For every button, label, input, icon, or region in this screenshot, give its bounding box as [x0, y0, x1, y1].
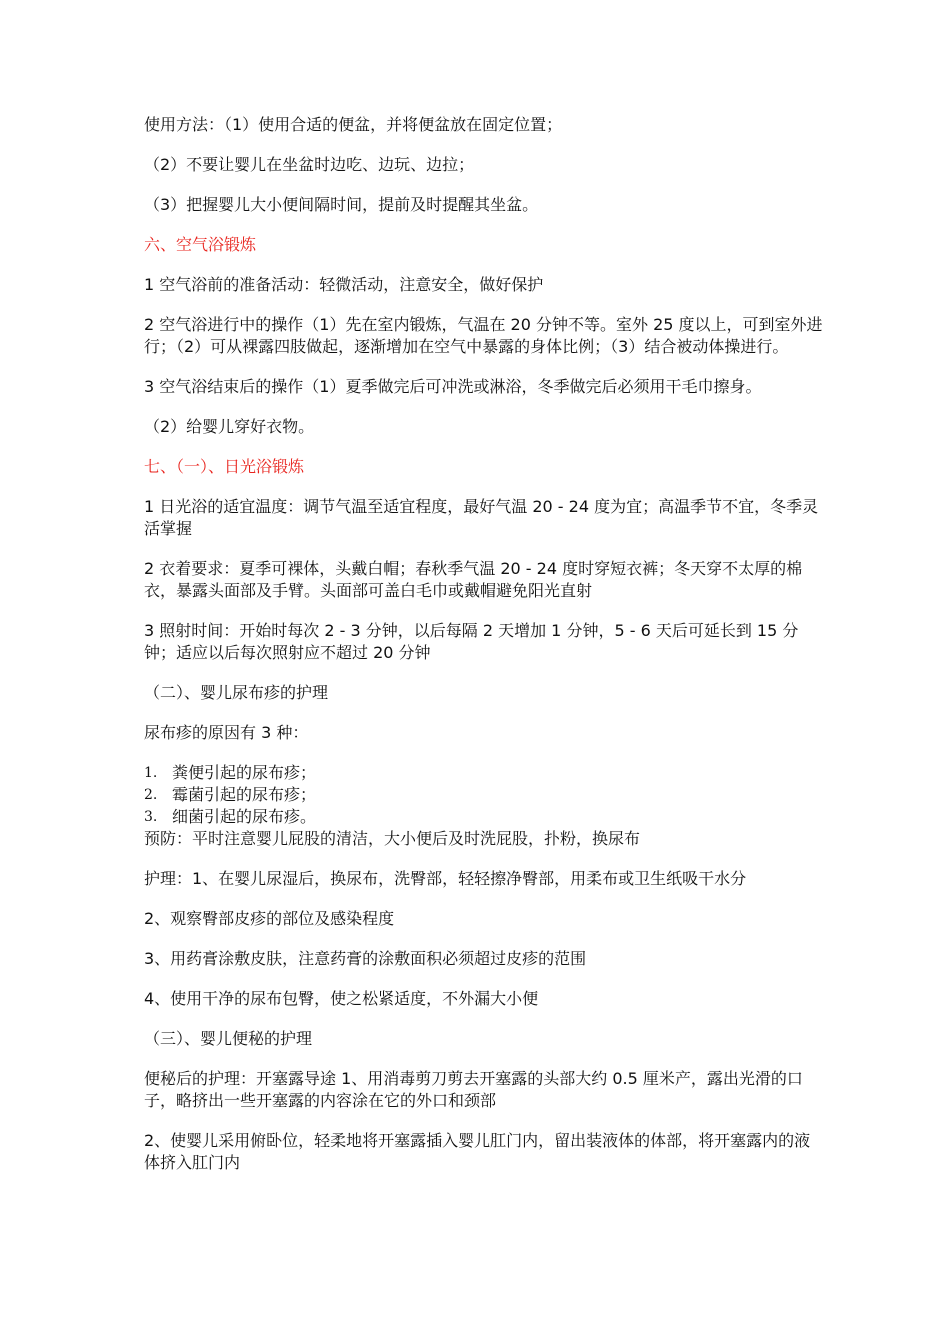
paragraph: 1 空气浴前的准备活动：轻微活动，注意安全，做好保护 — [144, 275, 544, 294]
list-number: 1. — [144, 765, 158, 781]
list-item — [144, 784, 824, 806]
paragraph: 1 日光浴的适宜温度：调节气温至适宜程度，最好气温 20 - 24 度为宜；高温季节不宜，冬季灵活掌握 — [144, 497, 819, 538]
paragraph: （2）给婴儿穿好衣物。 — [144, 417, 315, 436]
list-number: 3. — [144, 809, 158, 825]
paragraph: 护理：1、在婴儿尿湿后，换尿布，洗臀部，轻轻擦净臀部，用柔布或卫生纸吸干水分 — [144, 869, 747, 888]
section-heading-6: 六、空气浴锻炼 — [144, 235, 257, 254]
list-item — [144, 762, 824, 784]
cause-list — [144, 762, 824, 828]
paragraph: 3 空气浴结束后的操作（1）夏季做完后可冲洗或淋浴，冬季做完后必须用干毛巾擦身。 — [144, 377, 762, 396]
paragraph: 2、使婴儿采用俯卧位，轻柔地将开塞露插入婴儿肛门内，留出装液体的体部，将开塞露内的液体挤入肛门内 — [144, 1131, 811, 1172]
list-text: 细菌引起的尿布疹。 — [172, 807, 317, 826]
paragraph: 使用方法：（1）使用合适的便盆，并将便盆放在固定位置； — [144, 115, 563, 134]
document-page — [144, 114, 824, 1192]
paragraph: （3）把握婴儿大小便间隔时间，提前及时提醒其坐盆。 — [144, 195, 539, 214]
subsection-heading: （二）、婴儿尿布疹的护理 — [144, 683, 329, 702]
paragraph: 2 空气浴进行中的操作（1）先在室内锻炼，气温在 20 分钟不等。室外 25 度以上，可到室外进行；（2）可从裸露四肢做起，逐渐增加在空气中暴露的身体比例；（3）结合被动体操进行。 — [144, 315, 823, 356]
list-number: 2. — [144, 787, 158, 803]
paragraph: 3、用药膏涂敷皮肤，注意药膏的涂敷面积必须超过皮疹的范围 — [144, 949, 587, 968]
paragraph: 2 衣着要求：夏季可裸体，头戴白帽；春秋季气温 20 - 24 度时穿短衣裤；冬天穿不太厚的棉衣，暴露头面部及手臂。头面部可盖白毛巾或戴帽避免阳光直射 — [144, 559, 803, 600]
list-text: 霉菌引起的尿布疹； — [172, 785, 317, 804]
section-heading-7: 七、（一）、日光浴锻炼 — [144, 457, 305, 476]
paragraph: 尿布疹的原因有 3 种： — [144, 723, 309, 742]
paragraph: 预防：平时注意婴儿屁股的清洁，大小便后及时洗屁股，扑粉，换尿布 — [144, 829, 641, 848]
paragraph: 3 照射时间：开始时每次 2 - 3 分钟，以后每隔 2 天增加 1 分钟，5 - 6 天后可延长到 15 分钟；适应以后每次照射应不超过 20 分钟 — [144, 621, 799, 662]
paragraph: 2、观察臀部皮疹的部位及感染程度 — [144, 909, 395, 928]
paragraph: （2）不要让婴儿在坐盆时边吃、边玩、边拉； — [144, 155, 475, 174]
list-text: 粪便引起的尿布疹； — [172, 763, 317, 782]
paragraph: 4、使用干净的尿布包臀，使之松紧适度，不外漏大小便 — [144, 989, 539, 1008]
subsection-heading: （三）、婴儿便秘的护理 — [144, 1029, 313, 1048]
paragraph: 便秘后的护理：开塞露导途 1、用消毒剪刀剪去开塞露的头部大约 0.5 厘米产，露出光滑的口子，略挤出一些开塞露的内容涂在它的外口和颈部 — [144, 1069, 803, 1110]
list-item — [144, 806, 824, 828]
